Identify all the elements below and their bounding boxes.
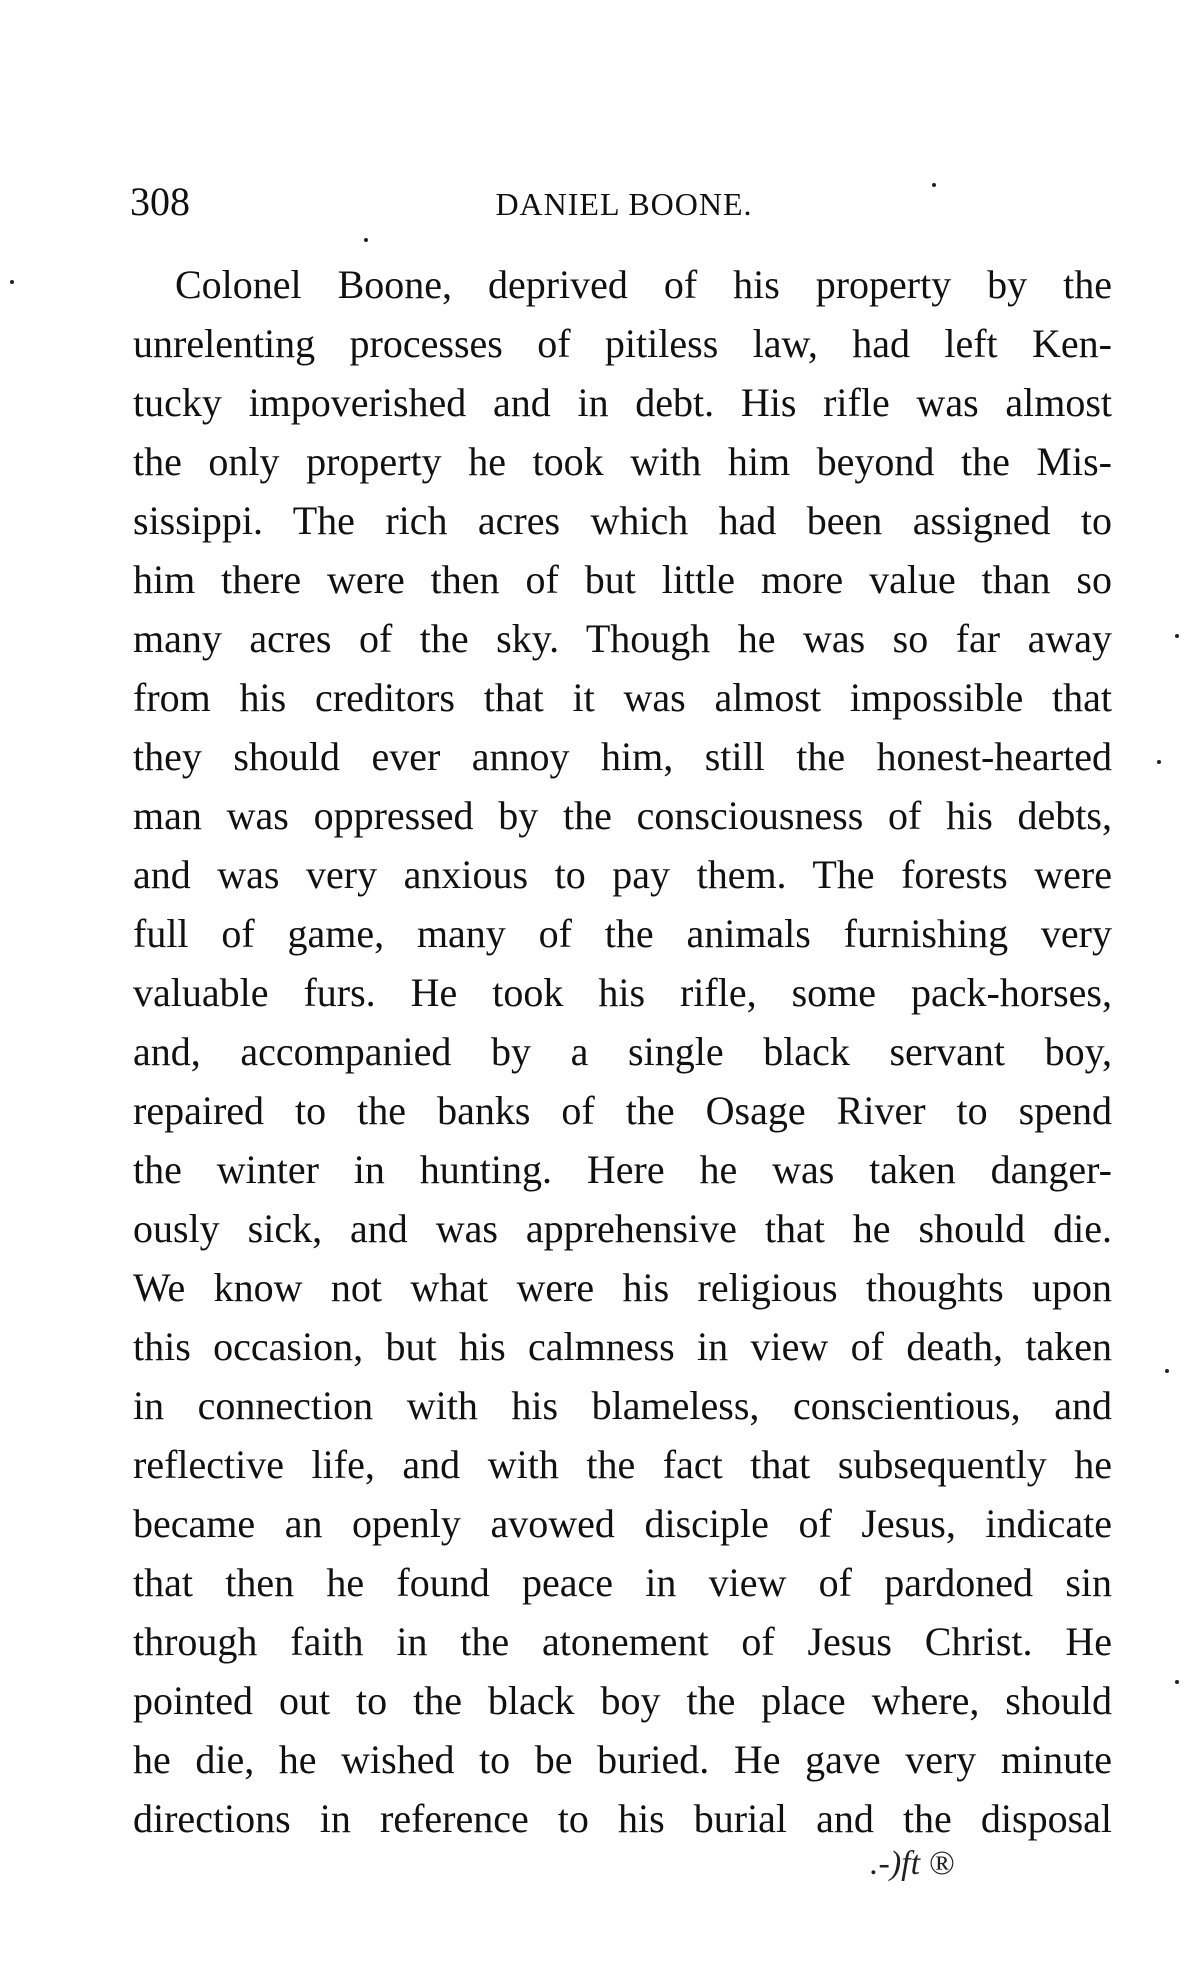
text-line: from his creditors that it was almost impossible that xyxy=(133,675,1112,720)
body-text xyxy=(133,255,1112,1848)
scan-speck xyxy=(364,238,368,242)
text-line: Colonel Boone, deprived of his property by the xyxy=(175,262,1112,307)
text-line: many acres of the sky. Though he was so far away xyxy=(133,616,1112,661)
text-line: they should ever annoy him, still the honest-hearted xyxy=(133,734,1112,779)
text-line: pointed out to the black boy the place where, should xyxy=(133,1678,1112,1723)
text-line: unrelenting processes of pitiless law, had left Ken- xyxy=(133,321,1112,366)
text-line: and was very anxious to pay them. The forests were xyxy=(133,852,1112,897)
text-line: this occasion, but his calmness in view of death, taken xyxy=(133,1324,1112,1369)
text-line: full of game, many of the animals furnishing very xyxy=(133,911,1112,956)
text-line: valuable furs. He took his rifle, some pack-horses, xyxy=(133,970,1112,1015)
text-line: him there were then of but little more value than so xyxy=(133,557,1112,602)
scan-speck xyxy=(1157,760,1161,764)
text-line: that then he found peace in view of pardoned sin xyxy=(133,1560,1112,1605)
text-line: directions in reference to his burial and the disposal xyxy=(133,1796,1112,1841)
scan-mark: .-)ft ® xyxy=(870,1845,955,1882)
page-number: 308 xyxy=(130,179,190,224)
text-line: became an openly avowed disciple of Jesus, indicate xyxy=(133,1501,1112,1546)
text-line: ously sick, and was apprehensive that he should die. xyxy=(133,1206,1112,1251)
scan-speck xyxy=(10,280,14,284)
scan-speck xyxy=(932,183,936,187)
text-line: he die, he wished to be buried. He gave very minute xyxy=(133,1737,1112,1782)
text-line: and, accompanied by a single black servant boy, xyxy=(133,1029,1112,1074)
text-line: the winter in hunting. Here he was taken danger- xyxy=(133,1147,1112,1192)
text-line: repaired to the banks of the Osage River to spend xyxy=(133,1088,1112,1133)
text-line: tucky impoverished and in debt. His rifle was almost xyxy=(133,380,1112,425)
text-line: reflective life, and with the fact that subsequently he xyxy=(133,1442,1112,1487)
scan-speck xyxy=(1165,1369,1169,1373)
text-line: man was oppressed by the consciousness of his debts, xyxy=(133,793,1112,838)
running-title: DANIEL BOONE. xyxy=(495,186,753,222)
scan-speck xyxy=(1175,634,1179,638)
text-line: sissippi. The rich acres which had been assigned to xyxy=(133,498,1112,543)
text-line: in connection with his blameless, conscientious, and xyxy=(133,1383,1112,1428)
scan-speck xyxy=(1175,1680,1179,1684)
text-line: through faith in the atonement of Jesus Christ. He xyxy=(133,1619,1112,1664)
text-line: the only property he took with him beyond the Mis- xyxy=(133,439,1112,484)
text-line: We know not what were his religious thoughts upon xyxy=(133,1265,1112,1310)
